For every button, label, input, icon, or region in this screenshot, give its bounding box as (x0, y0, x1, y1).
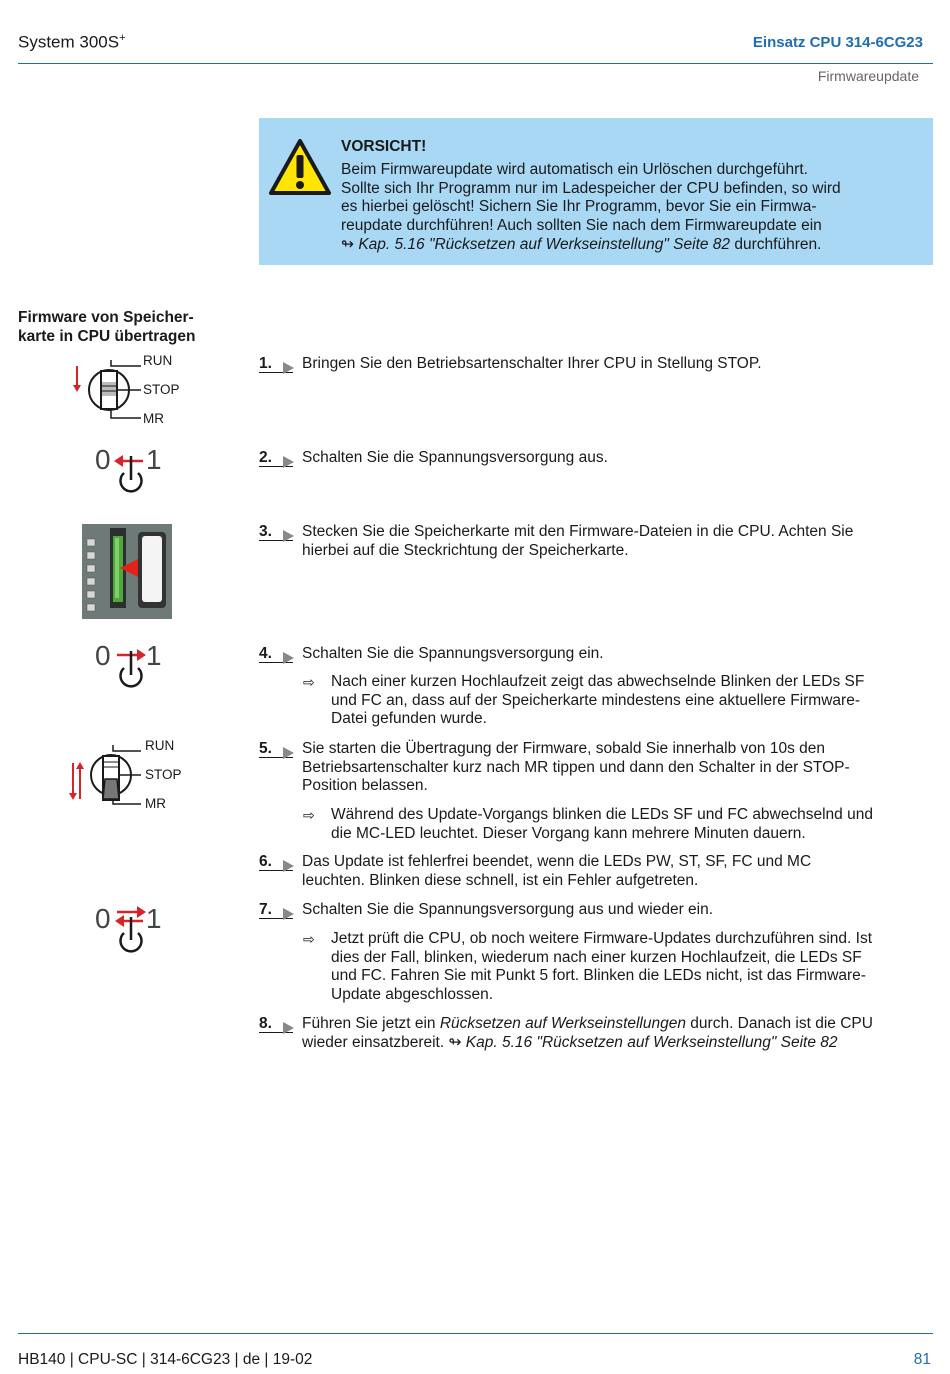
result-text: Nach einer kurzen Hochlaufzeit zeigt das abwechselnde Blinken der LEDs SF und FC an, dass auf der Speicherkarte mindestens eine aktuellere Firmware- Datei gefunden wurde. (331, 673, 865, 728)
step-number: 1. (259, 355, 272, 372)
reference-arrow-icon: ↬ (448, 1033, 462, 1051)
power-off-icon: 0 1 (93, 444, 173, 500)
mode-switch-stop-icon (68, 350, 218, 430)
result-text: Während des Update-Vorgangs blinken die LEDs SF und FC abwechselnd und die MC-LED leuchtet. Dieser Vorgang kann mehrere Minuten dauern. (331, 806, 873, 842)
step-text: Sie starten die Übertragung der Firmware, sobald Sie innerhalb von 10s den Betriebsartenschalter kurz nach MR tippen und dann den Schalter in der STOP- Position belassen. (302, 740, 850, 795)
switch-label-mr: MR (143, 411, 164, 426)
step-text: Stecken Sie die Speicherkarte mit den Firmware-Dateien in die CPU. Achten Sie hierbei auf die Steckrichtung der Speicherkarte. (302, 523, 854, 559)
result-text: Jetzt prüft die CPU, ob noch weitere Firmware-Updates durchzuführen sind. Ist dies der Fall, blinken, wiederum nach einer kurzen Hochlaufzeit, die LEDs SF und FC. Fahren Sie mit Punkt 5 fort. Blinken die LEDs nicht, ist das Firmware- Update abgeschlossen. (331, 930, 873, 1004)
header-section: Firmwareupdate (817, 68, 919, 84)
switch-label-stop: STOP (143, 382, 180, 397)
step-8-reference-link[interactable]: Kap. 5.16 "Rücksetzen auf Werkseinstellung" Seite 82 (465, 1033, 838, 1051)
header-system: System 300S+ (18, 32, 126, 52)
header-divider (18, 63, 933, 64)
step-text: Schalten Sie die Spannungsversorgung aus. (302, 449, 608, 466)
switch-label-mr: MR (145, 796, 166, 811)
mode-switch-mr-icon (68, 735, 218, 815)
switch-label-run: RUN (145, 738, 175, 753)
step-arrow-icon (283, 652, 295, 664)
caution-reference-link[interactable]: Kap. 5.16 "Rücksetzen auf Werkseinstellung" Seite 82 (358, 235, 731, 253)
footer-divider (18, 1333, 933, 1334)
caution-text: Beim Firmwareupdate wird automatisch ein Urlöschen durchgeführt. Sollte sich Ihr Programm nur im Ladespeicher der CPU befinden, so wird es hierbei gelöscht! Sichern Sie Ihr Programm, bevor Sie ein Firmwa- reupdate durchführen! Auch sollten Sie nach dem Firmwareupdate ein ↬ Kap. 5.16 "Rücksetzen auf Werkseinstellung" Seite 82 durchführen. (341, 161, 841, 253)
step-arrow-icon (283, 860, 295, 872)
step-number: 4. (259, 645, 272, 662)
side-heading: Firmware von Speicher- karte in CPU übertragen (18, 309, 196, 345)
step-text: Bringen Sie den Betriebsartenschalter Ihrer CPU in Stellung STOP. (302, 355, 762, 372)
step-arrow-icon (283, 1022, 295, 1034)
step-number: 6. (259, 853, 272, 870)
power-cycle-icon: 0 1 (93, 900, 173, 958)
footer-page-number: 81 (913, 1351, 931, 1368)
step-arrow-icon (283, 530, 295, 542)
caution-title: VORSICHT! (341, 138, 427, 155)
step-text: Führen Sie jetzt ein Rücksetzen auf Werkseinstellungen durch. Danach ist die CPU wieder einsatzbereit. ↬ Kap. 5.16 "Rücksetzen auf Werkseinstellung" Seite 82 (302, 1015, 873, 1051)
step-8-emphasis: Rücksetzen auf Werkseinstellungen (439, 1015, 686, 1032)
step-number: 5. (259, 740, 272, 757)
result-arrow-icon: ⇨ (303, 931, 315, 947)
warning-triangle-icon (268, 138, 332, 196)
step-text: Schalten Sie die Spannungsversorgung ein. (302, 645, 604, 662)
caution-box (259, 118, 933, 265)
step-number: 2. (259, 449, 272, 466)
step-text: Schalten Sie die Spannungsversorgung aus und wieder ein. (302, 901, 714, 918)
step-arrow-icon (283, 908, 295, 920)
step-arrow-icon (283, 456, 295, 468)
step-number: 7. (259, 901, 272, 918)
switch-label-run: RUN (143, 353, 173, 368)
power-on-icon: 0 1 (93, 640, 173, 696)
result-arrow-icon: ⇨ (303, 674, 315, 690)
step-arrow-icon (283, 747, 295, 759)
memory-card-insert-icon (82, 524, 172, 619)
step-number: 3. (259, 523, 272, 540)
step-arrow-icon (283, 362, 295, 374)
step-number: 8. (259, 1015, 272, 1032)
result-arrow-icon: ⇨ (303, 807, 315, 823)
reference-arrow-icon: ↬ (341, 235, 354, 253)
header-chapter: Einsatz CPU 314-6CG23 (752, 34, 923, 51)
switch-label-stop: STOP (145, 767, 182, 782)
step-text: Das Update ist fehlerfrei beendet, wenn die LEDs PW, ST, SF, FC und MC leuchten. Blinken diese schnell, ist ein Fehler aufgetreten. (302, 853, 812, 889)
footer-document-id: HB140 | CPU-SC | 314-6CG23 | de | 19-02 (18, 1351, 313, 1368)
